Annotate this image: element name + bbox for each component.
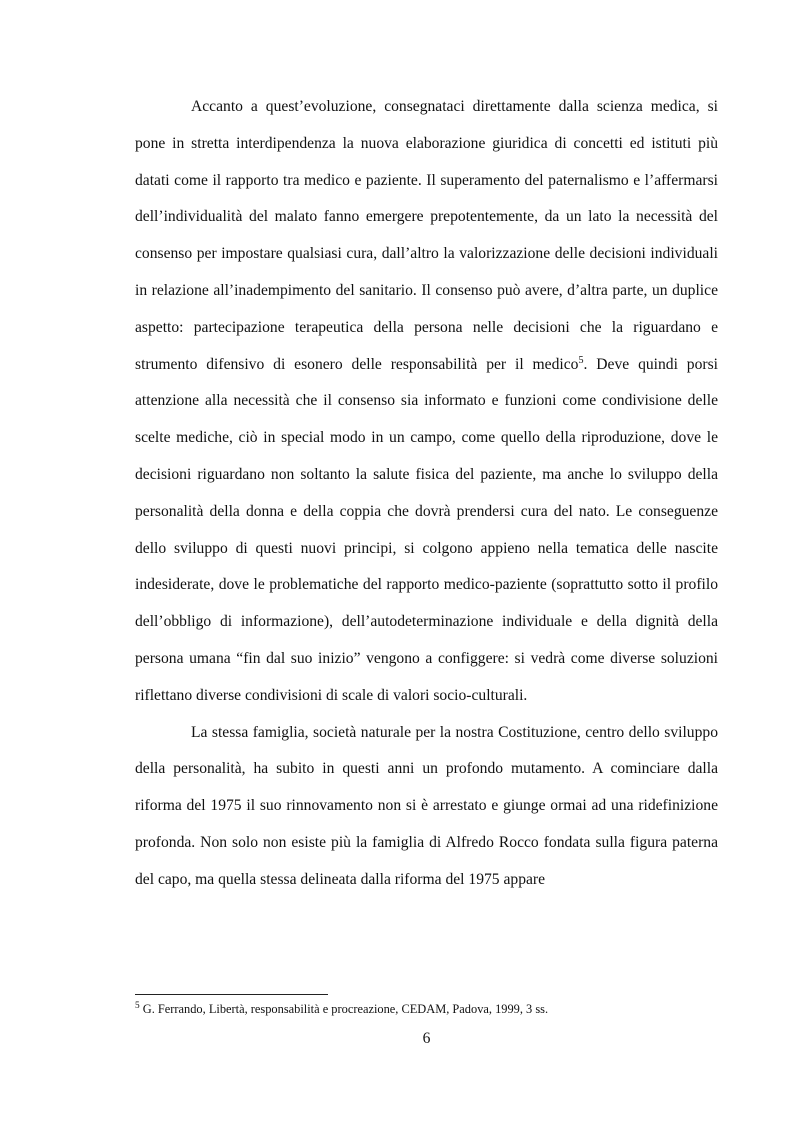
footnote-reference: 5	[578, 354, 584, 366]
footnote-number: 5	[135, 1000, 140, 1011]
paragraph-2: La stessa famiglia, società naturale per la nostra Costituzione, centro dello sviluppo della personalità, ha subito in questi anni un profondo mutamento. A cominciare dalla riforma del 1975 il suo rinnovamento non si è arrestato e giunge ormai ad una ridefinizione profonda. Non solo non esiste più la famiglia di Alfredo Rocco fondata sulla figura paterna del capo, ma quella stessa delineata dalla riforma del 1975 appare	[135, 723, 718, 888]
paragraph-1-text-after-ref: . Deve quindi porsi attenzione alla necessità che il consenso sia informato e funzioni come condivisione delle scelte mediche, ciò in special modo in un campo, come quello della riproduzione, dove le decisioni riguardano non soltanto la salute fisica del paziente, ma anche lo sviluppo della personalità della donna e della coppia che dovrà prendersi cura del nato. Le conseguenze dello sviluppo di questi nuovi principi, si colgono appieno nella tematica delle nascite indesiderate, dove le problematiche del rapporto medico-paziente (soprattutto sotto il profilo dell’obbligo di informazione), dell’autodeterminazione individuale e della dignità della persona umana “fin dal suo inizio” vengono a configgere: si vedrà come diverse soluzioni riflettano diverse condivisioni di scale di valori socio-culturali.	[135, 355, 718, 704]
footnote	[135, 1001, 718, 1017]
page-number: 6	[422, 1030, 431, 1047]
footnote-text: G. Ferrando, Libertà, responsabilità e procreazione, CEDAM, Padova, 1999, 3 ss.	[142, 1002, 549, 1016]
body-text	[135, 89, 718, 899]
footnote-separator	[135, 994, 328, 995]
paragraph-1-text-before-ref: Accanto a quest’evoluzione, consegnataci direttamente dalla scienza medica, si pone in stretta interdipendenza la nuova elaborazione giuridica di concetti ed istituti più datati come il rapporto tra medico e paziente. Il superamento del paternalismo e l’affermarsi dell’individualità del malato fanno emergere prepotentemente, da un lato la necessità del consenso per impostare qualsiasi cura, dall’altro la valorizzazione delle decisioni individuali in relazione all’inadempimento del sanitario. Il consenso può avere, d’altra parte, un duplice aspetto: partecipazione terapeutica della persona nelle decisioni che la riguardano e strumento difensivo di esonero delle responsabilità per il medico	[135, 98, 718, 373]
paragraph-1	[135, 89, 718, 715]
